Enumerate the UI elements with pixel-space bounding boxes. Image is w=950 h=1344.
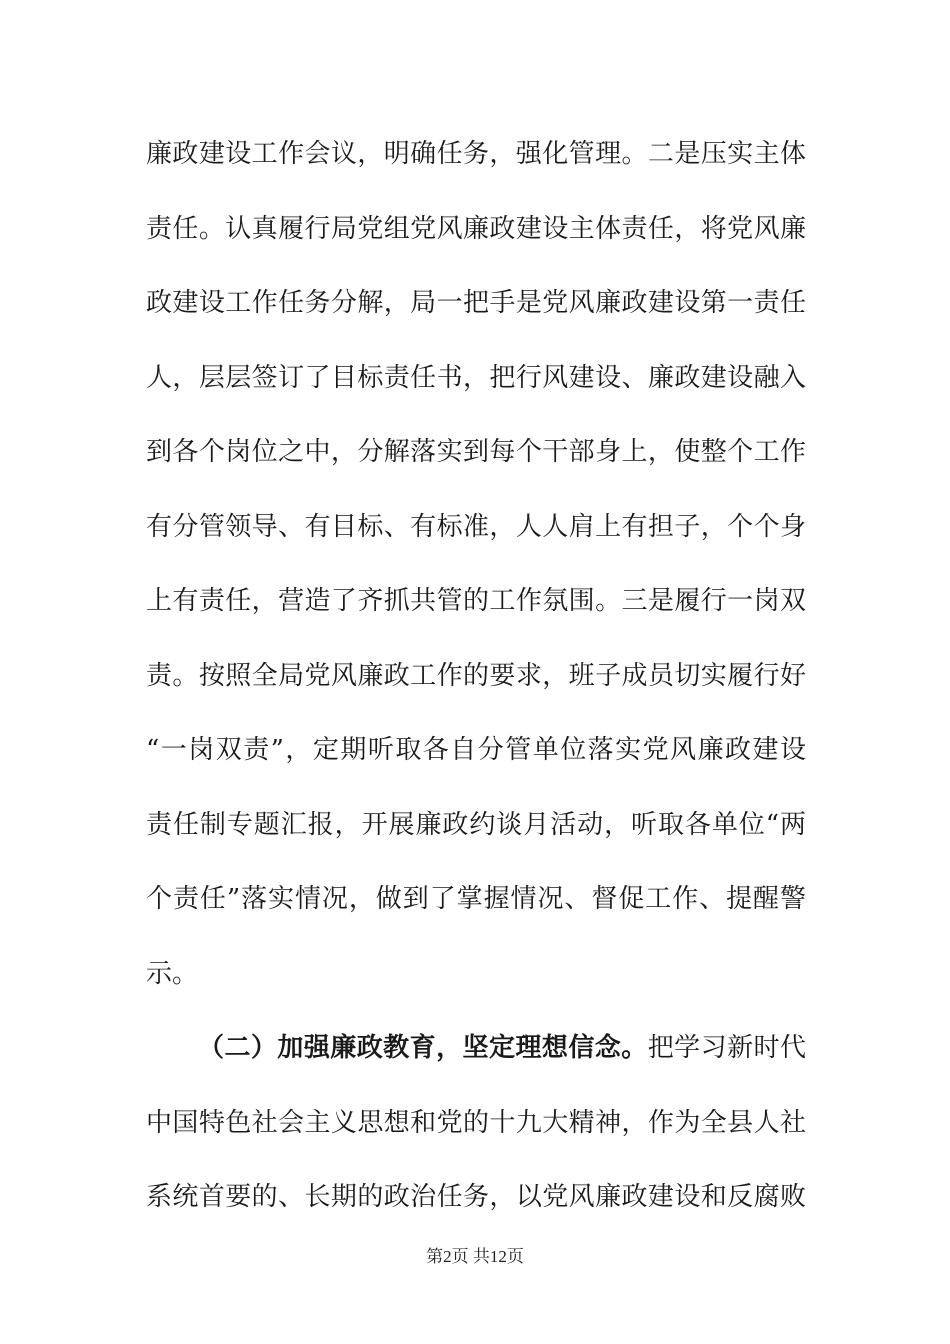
paragraph-line: 上有责任，营造了齐抓共管的工作氛围。三是履行一岗双	[146, 586, 806, 616]
paragraph-line: 到各个岗位之中，分解落实到每个干部身上，使整个工作	[146, 437, 806, 467]
paragraph-line: “一岗双责”，定期听取各自分管单位落实党风廉政建设	[146, 735, 806, 765]
paragraph-line: 人，层层签订了目标责任书，把行风建设、廉政建设融入	[146, 362, 806, 393]
section-heading: （二）加强廉政教育，坚定理想信念。	[198, 1033, 648, 1063]
paragraph-line: 政建设工作任务分解，局一把手是党风廉政建设第一责任	[146, 288, 806, 318]
section-heading-rest: 把学习新时代	[647, 1033, 806, 1063]
paragraph-line: 有分管领导、有目标、有标准，人人肩上有担子，个个身	[146, 511, 806, 542]
paragraph-line: 责。按照全局党风廉政工作的要求，班子成员切实履行好	[146, 660, 806, 691]
paragraph-line: 个责任”落实情况，做到了掌握情况、督促工作、提醒警	[146, 884, 806, 914]
paragraph-line: 系统首要的、长期的政治任务，以党风廉政建设和反腐败	[146, 1182, 806, 1212]
document-body	[146, 130, 806, 1248]
paragraph-line: 责任制专题汇报，开展廉政约谈月活动，听取各单位“两	[146, 809, 806, 840]
paragraph-line: 示。	[146, 958, 199, 989]
page-number-footer: 第2页 共12页	[426, 1247, 524, 1266]
paragraph-line: 廉政建设工作会议，明确任务，强化管理。二是压实主体	[146, 139, 806, 169]
paragraph-line: 责任。认真履行局党组党风廉政建设主体责任，将党风廉	[146, 213, 806, 244]
paragraph-line: 中国特色社会主义思想和党的十九大精神，作为全县人社	[146, 1107, 806, 1138]
section-heading-line	[146, 1024, 806, 1099]
